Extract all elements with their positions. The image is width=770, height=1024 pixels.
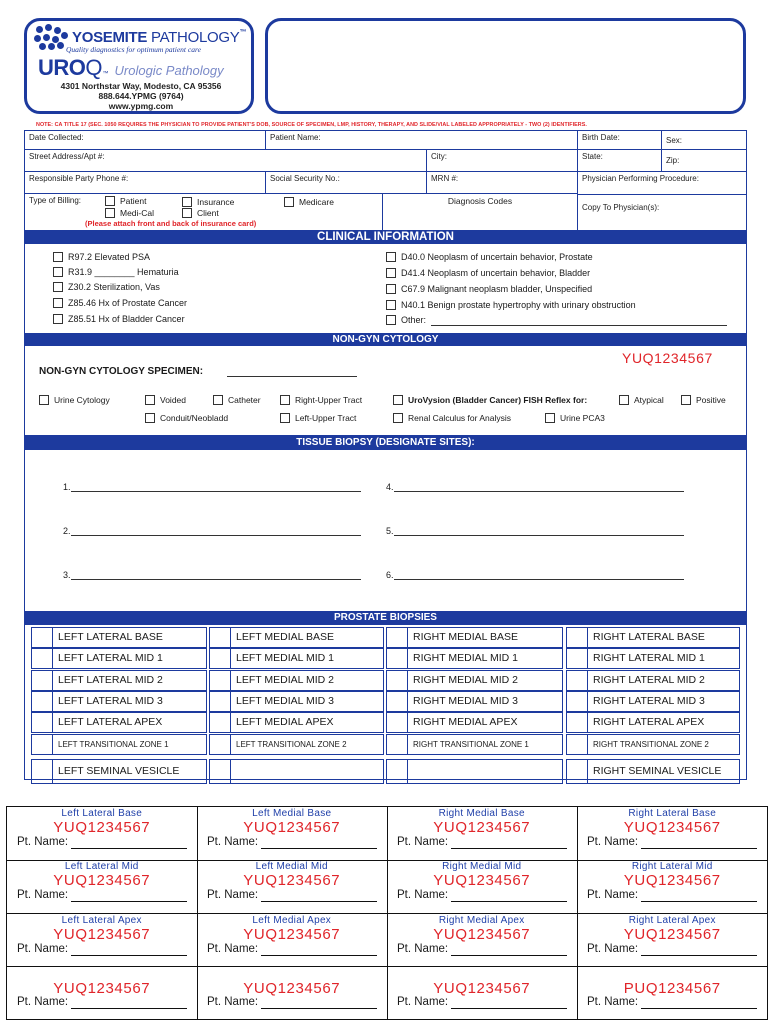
clinical-checkbox[interactable]	[386, 268, 396, 278]
specimen-label[interactable]	[387, 967, 578, 1021]
zip-field[interactable]	[662, 150, 746, 172]
positive-checkbox[interactable]	[681, 395, 691, 405]
pt-name-line[interactable]	[261, 901, 377, 902]
pt-name-line[interactable]	[71, 1008, 187, 1009]
address: 4301 Northstar Way, Modesto, CA 95356	[60, 81, 222, 91]
biopsy-checkbox[interactable]	[31, 691, 53, 712]
pt-name-label: Pt. Name:	[397, 995, 449, 1008]
catheter-checkbox[interactable]	[213, 395, 223, 405]
pt-name-line[interactable]	[261, 1008, 377, 1009]
conduit-label: Conduit/Neobladd	[160, 413, 229, 423]
pt-name-line[interactable]	[71, 901, 187, 902]
zip-label: Zip:	[666, 156, 680, 165]
mrn-label: MRN #:	[431, 174, 459, 183]
site-number: 1.	[63, 482, 71, 492]
tissue-biopsy-header: TISSUE BIOPSY (DESIGNATE SITES):	[25, 435, 746, 450]
biopsy-site-label: LEFT LATERAL MID 3	[53, 691, 207, 712]
biopsy-checkbox[interactable]	[209, 734, 231, 755]
clinical-label: Z85.46 Hx of Prostate Cancer	[68, 298, 188, 308]
catheter-label: Catheter	[228, 395, 261, 405]
biopsy-checkbox[interactable]	[209, 759, 231, 784]
pt-name-label: Pt. Name:	[587, 995, 639, 1008]
diagnosis-label: Diagnosis Codes	[447, 196, 513, 206]
site-line[interactable]	[394, 491, 684, 492]
resp-phone-label: Responsible Party Phone #:	[29, 174, 129, 183]
biopsy-checkbox[interactable]	[566, 648, 588, 669]
website: www.ypmg.com	[108, 101, 174, 111]
label-code: YUQ1234567	[53, 979, 151, 997]
biopsy-site-label: RIGHT MEDIAL APEX	[408, 712, 563, 733]
clinical-item[interactable]	[386, 252, 593, 262]
urovysion-option[interactable]	[393, 395, 587, 405]
pt-name-label: Pt. Name:	[207, 995, 259, 1008]
biopsy-checkbox[interactable]	[566, 759, 588, 784]
clinical-item[interactable]	[53, 252, 150, 262]
biopsy-site-label: RIGHT LATERAL MID 3	[588, 691, 740, 712]
biopsy-site-label: RIGHT LATERAL MID 2	[588, 670, 740, 691]
catheter-option[interactable]	[213, 395, 261, 405]
clinical-label: N40.1 Benign prostate hypertrophy with urinary obstruction	[401, 300, 636, 310]
client-checkbox[interactable]	[182, 208, 192, 218]
biopsy-site-label: LEFT TRANSITIONAL ZONE 1	[53, 734, 207, 755]
pca3-option[interactable]	[545, 413, 605, 423]
clinical-item[interactable]	[386, 284, 592, 294]
specimen-label[interactable]	[577, 807, 768, 861]
specimen-label[interactable]	[7, 807, 198, 861]
urine-cytology-option[interactable]	[39, 395, 110, 405]
state-field[interactable]	[578, 150, 662, 172]
positive-label: Positive	[696, 395, 726, 405]
pt-name-label: Pt. Name:	[397, 942, 449, 955]
insurance-label: Insurance	[197, 197, 235, 207]
clinical-checkbox[interactable]	[53, 282, 63, 292]
city-field[interactable]	[427, 150, 578, 172]
nongyn-header: NON-GYN CYTOLOGY	[25, 333, 746, 346]
uro-q-text: Q	[85, 55, 103, 80]
label-code: YUQ1234567	[243, 872, 341, 890]
biopsy-site-label: LEFT LATERAL BASE	[53, 627, 207, 648]
city-label: City:	[431, 152, 447, 161]
label-code: PUQ1234567	[623, 979, 721, 997]
site-number: 4.	[386, 482, 394, 492]
clinical-label: R97.2 Elevated PSA	[68, 252, 151, 262]
clinical-label: D40.0 Neoplasm of uncertain behavior, Prostate	[401, 252, 593, 262]
biopsy-checkbox[interactable]	[31, 670, 53, 691]
label-code: YUQ1234567	[433, 872, 531, 890]
clinical-info-header: CLINICAL INFORMATION	[25, 230, 746, 244]
biopsy-checkbox[interactable]	[209, 627, 231, 648]
specimen-label[interactable]	[387, 807, 578, 861]
label-site-title: Left Lateral Apex	[61, 914, 142, 926]
clinical-checkbox[interactable]	[53, 298, 63, 308]
biopsy-site-label: LEFT TRANSITIONAL ZONE 2	[231, 734, 384, 755]
specimen-label[interactable]	[7, 967, 198, 1021]
label-site-title: Left Lateral Mid	[64, 861, 139, 873]
biopsy-site-label: RIGHT MEDIAL MID 3	[408, 691, 563, 712]
medicare-label: Medicare	[299, 197, 334, 207]
conduit-option[interactable]	[145, 413, 228, 423]
uroq-logo	[38, 55, 224, 81]
specimen-label[interactable]	[197, 914, 388, 968]
site-line[interactable]	[71, 579, 361, 580]
right-upper-label: Right-Upper Tract	[295, 395, 363, 405]
biopsy-checkbox[interactable]	[386, 670, 408, 691]
requisition-form	[24, 130, 747, 780]
right-upper-option[interactable]	[280, 395, 362, 405]
label-code: YUQ1234567	[623, 819, 721, 836]
renal-calculus-option[interactable]	[393, 413, 511, 423]
pt-name-line[interactable]	[641, 901, 757, 902]
pt-name-line[interactable]	[451, 848, 567, 849]
biopsy-checkbox[interactable]	[31, 759, 53, 784]
physician-field[interactable]	[578, 172, 746, 194]
biopsy-checkbox[interactable]	[566, 712, 588, 733]
pt-name-line[interactable]	[641, 848, 757, 849]
clinical-item[interactable]	[53, 282, 160, 292]
insurance-card-note: (Please attach front and back of insurance card)	[85, 219, 257, 228]
biopsy-checkbox[interactable]	[386, 759, 408, 784]
biopsy-site-label: LEFT MEDIAL BASE	[231, 627, 384, 648]
pt-name-line[interactable]	[261, 955, 377, 956]
specimen-label[interactable]	[387, 860, 578, 914]
specimen-line[interactable]	[227, 376, 357, 377]
specimen-label-sheet	[6, 806, 768, 1020]
label-code: YUQ1234567	[243, 925, 341, 943]
dots-logo-icon	[34, 24, 68, 50]
label-site-title: Right Medial Apex	[438, 914, 525, 926]
date-collected-label: Date Collected:	[29, 133, 84, 142]
biopsy-checkbox[interactable]	[31, 648, 53, 669]
specimen-label[interactable]	[197, 967, 388, 1021]
clinical-label: Z30.2 Sterilization, Vas	[68, 282, 160, 292]
label-code: YUQ1234567	[53, 819, 151, 836]
trademark: ™	[239, 28, 247, 36]
pt-name-label: Pt. Name:	[207, 942, 259, 955]
billing-patient[interactable]	[105, 196, 146, 206]
clinical-checkbox[interactable]	[386, 315, 396, 325]
label-site-title: Left Medial Mid	[255, 861, 328, 873]
biopsy-site-label: LEFT LATERAL MID 1	[53, 648, 207, 669]
specimen-label[interactable]	[197, 860, 388, 914]
clinical-item[interactable]	[53, 298, 187, 308]
insurance-checkbox[interactable]	[182, 197, 192, 207]
pt-name-label: Pt. Name:	[207, 836, 259, 848]
specimen-label[interactable]	[197, 807, 388, 861]
biopsy-checkbox[interactable]	[209, 670, 231, 691]
biopsy-site-label: LEFT MEDIAL MID 1	[231, 648, 384, 669]
patient-checkbox[interactable]	[105, 196, 115, 206]
pt-name-label: Pt. Name:	[17, 942, 69, 955]
voided-option[interactable]	[145, 395, 186, 405]
pt-name-label: Pt. Name:	[587, 836, 639, 848]
nongyn-code: YUQ1234567	[622, 350, 713, 366]
billing-client[interactable]	[182, 208, 219, 218]
label-code: YUQ1234567	[433, 979, 531, 997]
biopsy-checkbox[interactable]	[386, 627, 408, 648]
clinical-item[interactable]	[386, 300, 636, 310]
site-line[interactable]	[71, 535, 361, 536]
biopsy-site-label: RIGHT LATERAL MID 1	[588, 648, 740, 669]
clinical-label: Other:	[401, 315, 427, 325]
birth-date-label: Birth Date:	[582, 133, 620, 142]
legal-note: NOTE: CA TITLE 17 (SEC. 1050 REQUIRES THE PHYSICIAN TO PROVIDE PATIENT'S DOB, SOURCE OF SPECIMEN, LMP, HISTORY, THERAPY, AND SLIDE/VIAL LABELED APPROPRIATELY - TWO (2) IDENTIFIERS.	[36, 122, 587, 128]
label-code: YUQ1234567	[53, 872, 151, 890]
label-code: YUQ1234567	[623, 925, 721, 943]
specimen-label[interactable]	[577, 860, 768, 914]
date-collected-field[interactable]	[25, 131, 266, 150]
biopsy-site-label: LEFT SEMINAL VESICLE	[53, 759, 207, 784]
site-number: 2.	[63, 526, 71, 536]
voided-checkbox[interactable]	[145, 395, 155, 405]
pt-name-line[interactable]	[451, 1008, 567, 1009]
specimen-label[interactable]	[387, 914, 578, 968]
biopsy-checkbox[interactable]	[209, 691, 231, 712]
site-line[interactable]	[394, 579, 684, 580]
biopsy-checkbox[interactable]	[31, 712, 53, 733]
specimen-label[interactable]	[7, 914, 198, 968]
biopsy-checkbox[interactable]	[31, 734, 53, 755]
uro-subtitle: Urologic Pathology	[114, 63, 224, 78]
biopsy-site-label	[408, 759, 563, 784]
biopsy-checkbox[interactable]	[31, 627, 53, 648]
pca3-label: Urine PCA3	[560, 413, 605, 423]
clinical-label: C67.9 Malignant neoplasm bladder, Unspecified	[401, 284, 593, 294]
urine-label: Urine Cytology	[54, 395, 110, 405]
label-site-title: Left Lateral Base	[61, 808, 143, 819]
pt-name-label: Pt. Name:	[17, 889, 69, 902]
copy-to-field[interactable]	[578, 194, 746, 230]
label-code: YUQ1234567	[243, 819, 341, 836]
biopsy-checkbox[interactable]	[386, 691, 408, 712]
pt-name-line[interactable]	[451, 955, 567, 956]
biopsy-checkbox[interactable]	[386, 648, 408, 669]
brand-light: PATHOLOGY	[151, 28, 240, 46]
biopsy-site-label: RIGHT MEDIAL BASE	[408, 627, 563, 648]
pt-name-label: Pt. Name:	[587, 889, 639, 902]
label-code: YUQ1234567	[433, 819, 531, 836]
prostate-biopsies-header: PROSTATE BIOPSIES	[25, 611, 746, 625]
medical-label: Medi-Cal	[120, 208, 155, 218]
label-code: YUQ1234567	[53, 925, 151, 943]
street-label: Street Address/Apt #:	[29, 152, 105, 161]
clinical-item[interactable]	[53, 314, 185, 324]
sex-label: Sex:	[666, 136, 683, 145]
clinical-label: Z85.51 Hx of Bladder Cancer	[68, 314, 185, 324]
left-upper-option[interactable]	[280, 413, 356, 423]
clinical-checkbox[interactable]	[53, 267, 63, 277]
renal-checkbox[interactable]	[393, 413, 403, 423]
phone: 888.644.YPMG (9764)	[98, 91, 184, 101]
resp-phone-field[interactable]	[25, 172, 266, 194]
label-code: YUQ1234567	[623, 872, 721, 890]
site-line[interactable]	[71, 491, 361, 492]
ssn-label: Social Security No.:	[270, 174, 340, 183]
billing-medical[interactable]	[105, 208, 154, 218]
patient-label-box[interactable]	[265, 18, 746, 114]
pt-name-line[interactable]	[451, 901, 567, 902]
billing-insurance[interactable]	[182, 197, 234, 207]
billing-label: Type of Billing:	[29, 196, 82, 205]
medicare-checkbox[interactable]	[284, 197, 294, 207]
pt-name-line[interactable]	[261, 848, 377, 849]
state-label: State:	[582, 152, 603, 161]
biopsy-checkbox[interactable]	[209, 648, 231, 669]
label-site-title: Right Lateral Apex	[628, 914, 716, 926]
atypical-checkbox[interactable]	[619, 395, 629, 405]
pt-name-line[interactable]	[641, 955, 757, 956]
clinical-checkbox[interactable]	[386, 284, 396, 294]
street-field[interactable]	[25, 150, 427, 172]
mrn-field[interactable]	[427, 172, 578, 194]
urovysion-label: UroVysion (Bladder Cancer) FISH Reflex for:	[408, 395, 588, 405]
label-code: YUQ1234567	[243, 979, 341, 997]
clinical-checkbox[interactable]	[53, 314, 63, 324]
pt-name-label: Pt. Name:	[17, 995, 69, 1008]
copy-to-label: Copy To Physician(s):	[582, 203, 660, 212]
site-number: 6.	[386, 570, 394, 580]
label-site-title: Left Medial Apex	[252, 914, 332, 926]
site-line[interactable]	[394, 535, 684, 536]
tagline: Quality diagnostics for optimum patient care	[66, 45, 201, 54]
pt-name-line[interactable]	[641, 1008, 757, 1009]
biopsy-site-label: LEFT LATERAL APEX	[53, 712, 207, 733]
sex-field[interactable]	[662, 131, 746, 150]
biopsy-checkbox[interactable]	[209, 712, 231, 733]
biopsy-site-label: RIGHT LATERAL APEX	[588, 712, 740, 733]
billing-medicare[interactable]	[284, 197, 334, 207]
atypical-label: Atypical	[634, 395, 664, 405]
diagnosis-codes-field[interactable]	[383, 194, 578, 230]
patient-label: Patient	[120, 196, 147, 206]
site-number: 5.	[386, 526, 394, 536]
biopsy-site-label: RIGHT MEDIAL MID 1	[408, 648, 563, 669]
biopsy-site-label: RIGHT SEMINAL VESICLE	[588, 759, 740, 784]
pt-name-label: Pt. Name:	[17, 836, 69, 848]
pca3-checkbox[interactable]	[545, 413, 555, 423]
clinical-label: R31.9 ________ Hematuria	[68, 267, 179, 277]
uro-text: URO	[38, 55, 86, 80]
site-number: 3.	[63, 570, 71, 580]
label-site-title: Right Lateral Base	[628, 808, 717, 819]
urine-checkbox[interactable]	[39, 395, 49, 405]
nongyn-specimen-label: NON-GYN CYTOLOGY SPECIMEN:	[39, 366, 204, 377]
biopsy-site-label	[231, 759, 384, 784]
specimen-label[interactable]	[7, 860, 198, 914]
biopsy-site-label: RIGHT TRANSITIONAL ZONE 1	[408, 734, 563, 755]
pt-name-line[interactable]	[71, 848, 187, 849]
clinical-checkbox[interactable]	[386, 252, 396, 262]
biopsy-checkbox[interactable]	[566, 670, 588, 691]
right-upper-checkbox[interactable]	[280, 395, 290, 405]
biopsy-checkbox[interactable]	[386, 712, 408, 733]
renal-label: Renal Calculus for Analysis	[408, 413, 511, 423]
label-site-title: Right Medial Base	[438, 808, 525, 819]
ssn-field[interactable]	[266, 172, 427, 194]
left-upper-checkbox[interactable]	[280, 413, 290, 423]
positive-option[interactable]	[681, 395, 726, 405]
patient-name-label: Patient Name:	[270, 133, 321, 142]
label-site-title: Right Medial Mid	[442, 861, 522, 873]
clinical-item[interactable]	[386, 315, 426, 325]
pt-name-label: Pt. Name:	[397, 889, 449, 902]
label-site-title: Right Lateral Mid	[631, 861, 713, 873]
pt-name-label: Pt. Name:	[587, 942, 639, 955]
clinical-item[interactable]	[386, 268, 590, 278]
biopsy-site-label: LEFT LATERAL MID 2	[53, 670, 207, 691]
biopsy-site-label: RIGHT TRANSITIONAL ZONE 2	[588, 734, 740, 755]
voided-label: Voided	[160, 395, 186, 405]
specimen-label[interactable]	[577, 914, 768, 968]
other-line[interactable]	[431, 325, 727, 326]
patient-name-field[interactable]	[266, 131, 578, 150]
biopsy-site-label: LEFT MEDIAL MID 3	[231, 691, 384, 712]
biopsy-checkbox[interactable]	[566, 734, 588, 755]
specimen-label[interactable]	[577, 967, 768, 1021]
clinical-label: D41.4 Neoplasm of uncertain behavior, Bladder	[401, 268, 591, 278]
clinical-checkbox[interactable]	[53, 252, 63, 262]
clinical-item[interactable]	[53, 267, 179, 277]
urovysion-checkbox[interactable]	[393, 395, 403, 405]
pt-name-line[interactable]	[71, 955, 187, 956]
biopsy-site-label: RIGHT MEDIAL MID 2	[408, 670, 563, 691]
uro-tm: ™	[102, 71, 109, 77]
label-site-title: Left Medial Base	[252, 808, 332, 819]
left-upper-label: Left-Upper Tract	[295, 413, 357, 423]
client-label: Client	[197, 208, 219, 218]
biopsy-checkbox[interactable]	[566, 627, 588, 648]
biopsy-site-label: LEFT MEDIAL APEX	[231, 712, 384, 733]
biopsy-site-label: LEFT MEDIAL MID 2	[231, 670, 384, 691]
physician-label: Physician Performing Procedure:	[582, 174, 699, 183]
biopsy-site-label: RIGHT LATERAL BASE	[588, 627, 740, 648]
pt-name-label: Pt. Name:	[207, 889, 259, 902]
biopsy-checkbox[interactable]	[386, 734, 408, 755]
brand-bold: YOSEMITE	[72, 28, 148, 46]
birth-date-field[interactable]	[578, 131, 662, 150]
atypical-option[interactable]	[619, 395, 664, 405]
pt-name-label: Pt. Name:	[397, 836, 449, 848]
clinical-checkbox[interactable]	[386, 300, 396, 310]
biopsy-checkbox[interactable]	[566, 691, 588, 712]
address-block	[36, 81, 246, 111]
medical-checkbox[interactable]	[105, 208, 115, 218]
label-code: YUQ1234567	[433, 925, 531, 943]
conduit-checkbox[interactable]	[145, 413, 155, 423]
